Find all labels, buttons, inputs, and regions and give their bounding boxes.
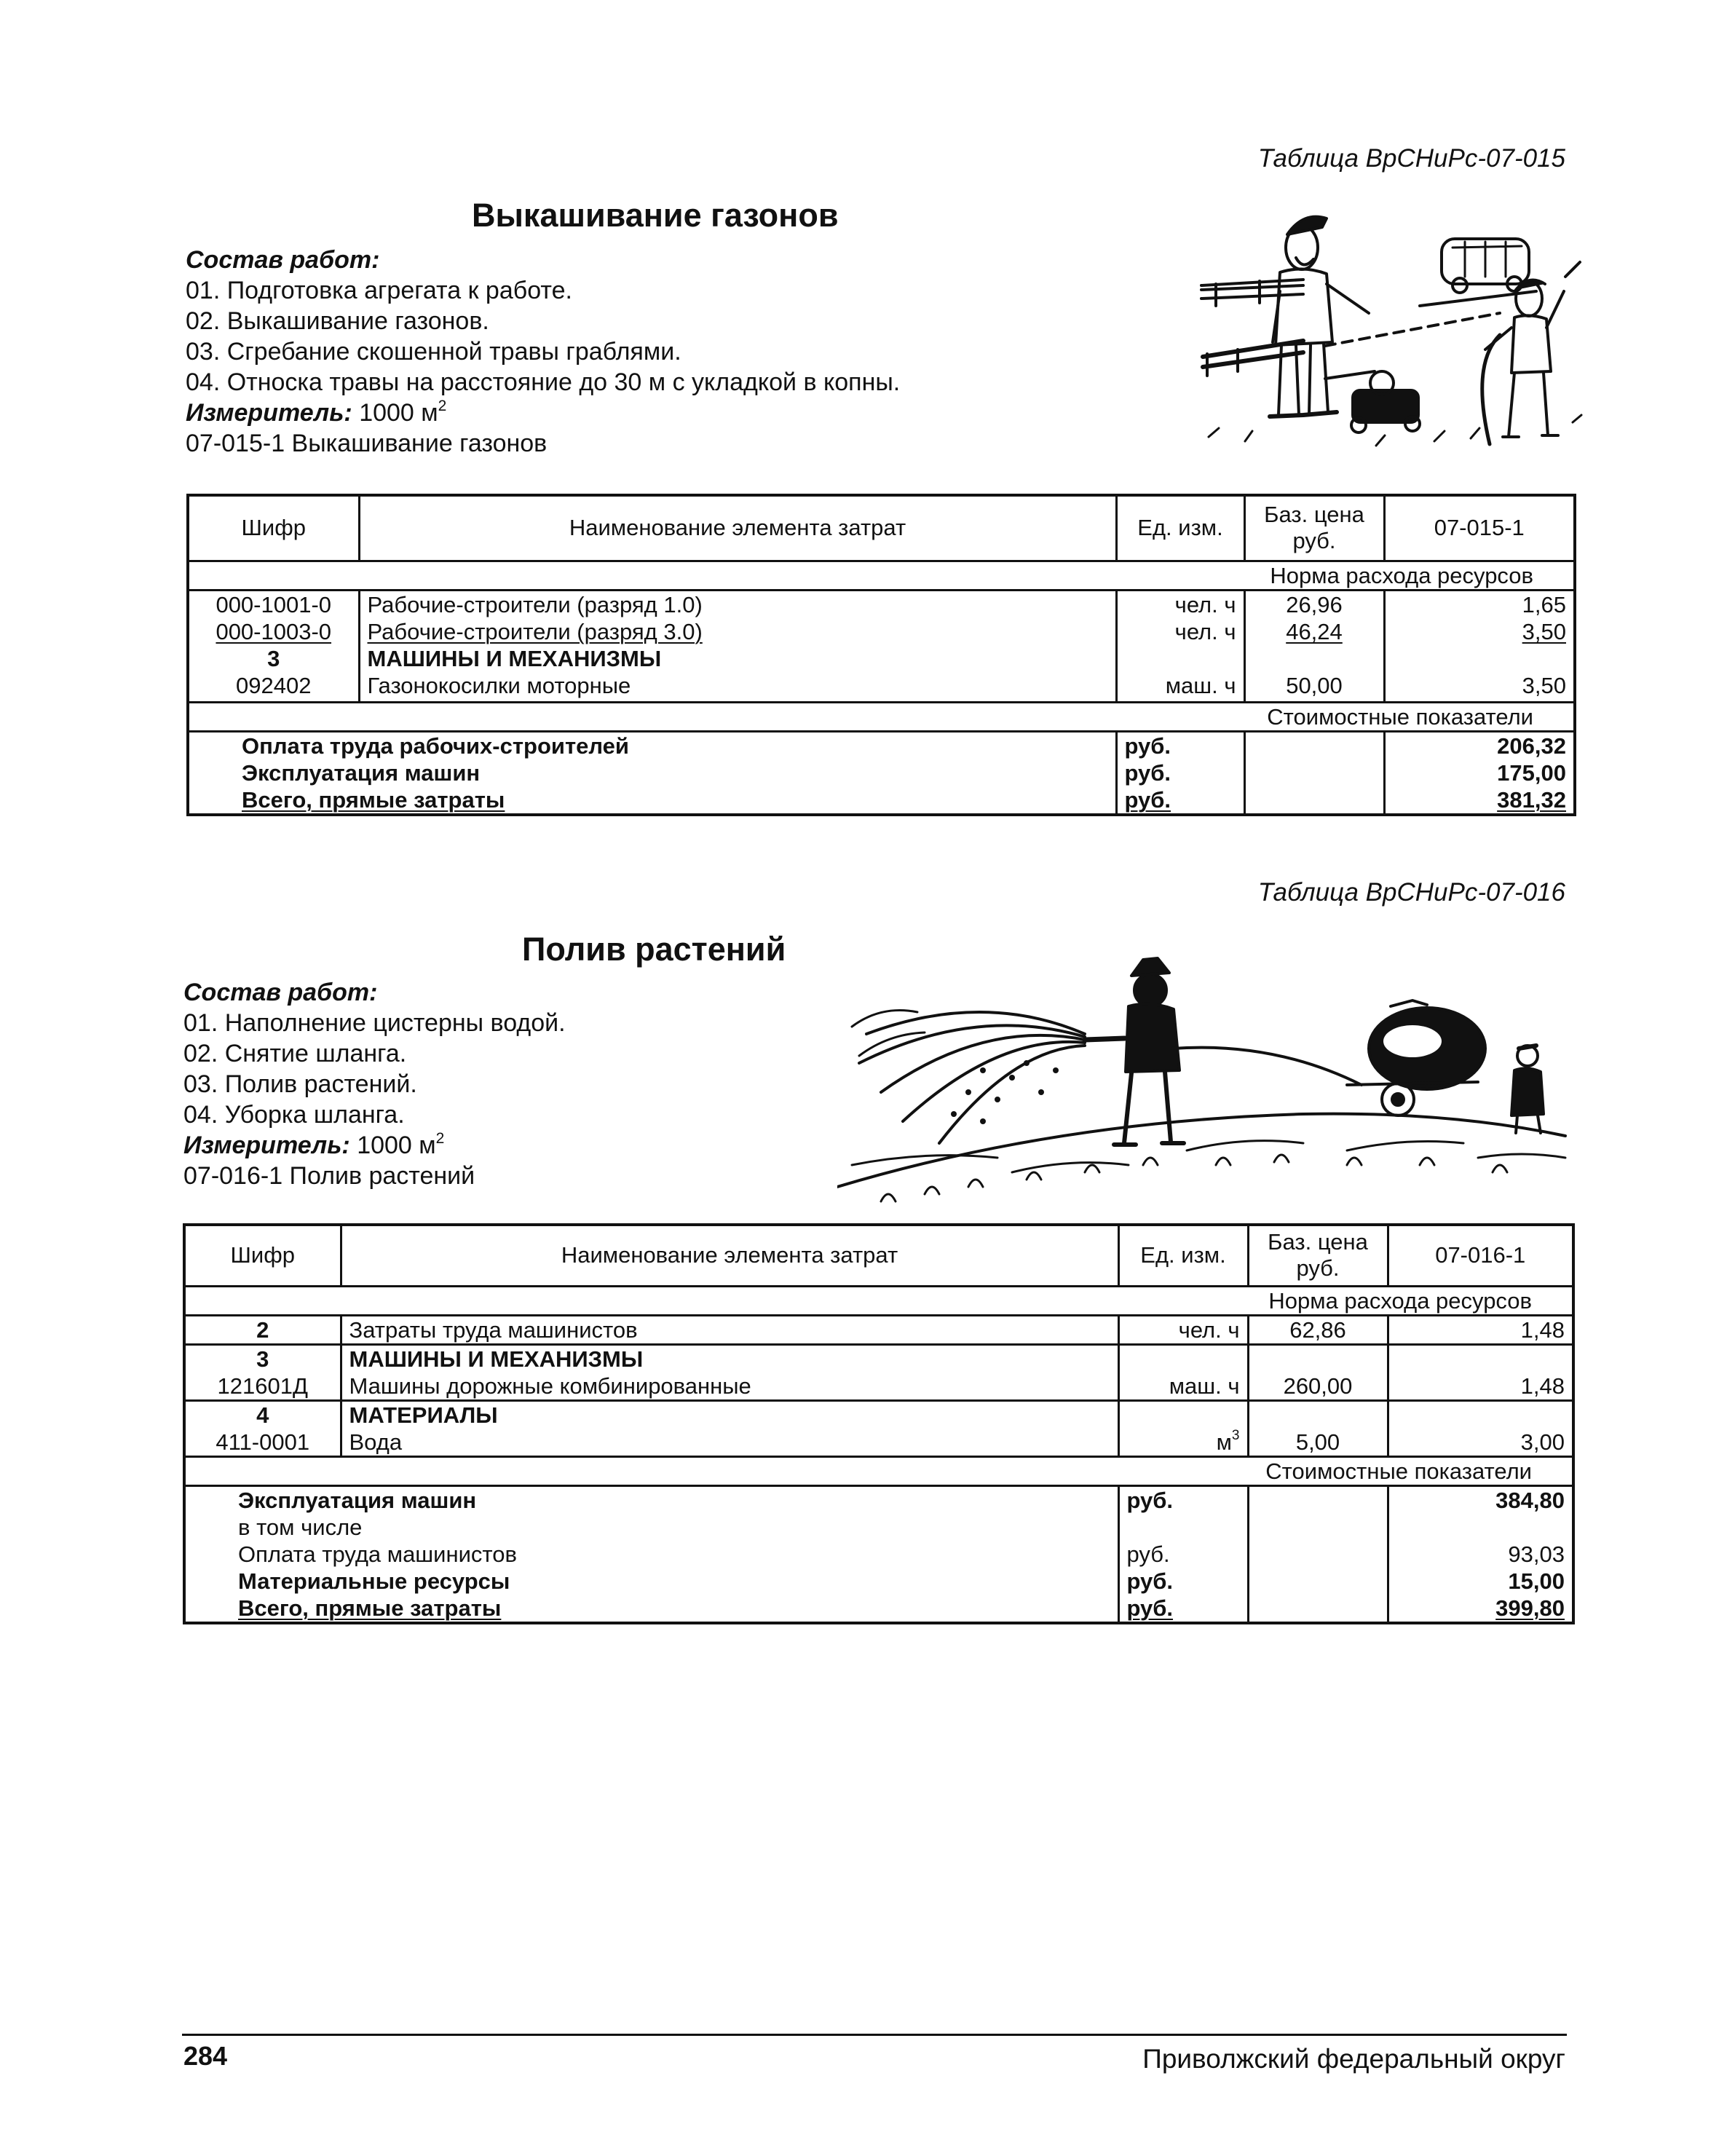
total-value: 381,32 [1384,786,1575,815]
table-caption: Таблица ВрСНиРс-07-015 [1257,144,1565,173]
table-row [184,1315,1573,1344]
norm-header-row [184,1286,1573,1315]
total-row [184,1595,1573,1623]
total-row [184,1541,1573,1568]
total-price-cell [1248,1485,1388,1514]
total-unit: руб. [1118,1541,1248,1568]
norm-header: Норма расхода ресурсов [188,561,1575,590]
total-unit: руб. [1116,759,1244,786]
row-code: 092402 [188,672,359,703]
row-code: 411-0001 [184,1429,341,1457]
row-norm: 1,48 [1388,1315,1573,1344]
work-composition [186,245,900,459]
row-name: Газонокосилки моторные [359,672,1116,703]
total-label: Всего, прямые затраты [238,1595,502,1621]
row-norm [1388,1400,1573,1429]
row-norm: 3,00 [1388,1429,1573,1457]
row-code: 3 [256,1346,269,1372]
total-value [1388,1514,1573,1541]
total-unit: руб. [1116,786,1244,815]
table-header-row [188,495,1575,561]
total-price-cell [1248,1541,1388,1568]
table-row [188,618,1575,645]
norm-header-row [188,561,1575,590]
total-price-cell [1248,1568,1388,1595]
total-row [184,1514,1573,1541]
unit-power: 3 [1231,1428,1240,1443]
cost-header-row [184,1456,1573,1485]
table-caption: Таблица ВрСНиРс-07-016 [1257,878,1565,907]
total-row [188,786,1575,815]
item-title: 07-015-1 Выкашивание газонов [186,430,548,457]
table-row [184,1429,1573,1457]
row-price: 62,86 [1248,1315,1388,1344]
row-price [1248,1400,1388,1429]
cost-header-row [188,703,1575,732]
row-name: МАТЕРИАЛЫ [341,1400,1118,1429]
total-value: 93,03 [1388,1541,1573,1568]
header-name: Наименование элемента затрат [359,495,1116,561]
total-label: Эксплуатация машин [242,760,481,786]
lawn-mowing-illustration [1194,204,1587,451]
row-code: 4 [256,1402,269,1428]
row-price [1248,1344,1388,1373]
row-price: 26,96 [1244,590,1384,618]
unit-text: м [1216,1429,1232,1455]
row-unit [1116,645,1244,672]
total-value: 175,00 [1384,759,1575,786]
row-code: 2 [184,1315,341,1344]
total-unit: руб. [1118,1485,1248,1514]
row-code: 000-1001-0 [216,591,332,617]
row-price: 260,00 [1248,1373,1388,1401]
total-unit: руб. [1118,1568,1248,1595]
row-unit: чел. ч [1118,1315,1248,1344]
work-step: 01. Наполнение цистерны водой. [183,1009,566,1037]
header-unit: Ед. изм. [1116,495,1244,561]
work-step: 04. Уборка шланга. [183,1101,405,1129]
total-unit: руб. [1118,1595,1248,1623]
header-price: Баз. цена руб. [1244,495,1384,561]
row-name: Рабочие-строители (разряд 3.0) [359,618,1116,645]
table-row [184,1400,1573,1429]
row-unit [1118,1429,1248,1457]
running-footer: Приволжский федеральный округ [1142,2044,1565,2074]
table-row [188,645,1575,672]
row-norm: 1,48 [1388,1373,1573,1401]
total-price-cell [1244,759,1384,786]
meter-label: Измеритель: [183,1132,350,1159]
header-code: Шифр [184,1225,341,1286]
header-name: Наименование элемента затрат [341,1225,1118,1286]
row-norm [1384,645,1575,672]
total-label: Оплата труда рабочих-строителей [242,733,629,759]
table-header-row [184,1225,1573,1286]
total-value: 399,80 [1388,1595,1573,1623]
row-name: Затраты труда машинистов [341,1315,1118,1344]
row-code: 3 [267,645,280,671]
header-unit: Ед. изм. [1118,1225,1248,1286]
table-row [184,1344,1573,1373]
norm-header: Норма расхода ресурсов [184,1286,1573,1315]
row-price: 46,24 [1244,618,1384,645]
row-unit: чел. ч [1116,590,1244,618]
meter-line [186,398,900,428]
row-norm: 3,50 [1384,672,1575,703]
row-code: 121601Д [184,1373,341,1401]
row-unit: чел. ч [1116,618,1244,645]
work-step: 02. Выкашивание газонов. [186,307,489,335]
meter-unit-power: 2 [438,398,447,414]
total-label: Всего, прямые затраты [242,787,505,813]
meter-label: Измеритель: [186,399,352,427]
total-label: в том числе [238,1514,363,1540]
row-name: МАШИНЫ И МЕХАНИЗМЫ [359,645,1116,672]
work-step: 04. Относка травы на расстояние до 30 м с укладкой в копны. [186,368,901,396]
total-label: Эксплуатация машин [238,1487,477,1513]
work-step: 03. Полив растений. [183,1070,417,1098]
header-code: Шифр [188,495,359,561]
header-norm-code: 07-015-1 [1384,495,1575,561]
row-code: 000-1003-0 [216,618,332,644]
composition-label: Состав работ: [186,246,380,274]
cost-header: Стоимостные показатели [184,1456,1573,1485]
row-name: МАШИНЫ И МЕХАНИЗМЫ [341,1344,1118,1373]
meter-line [183,1130,566,1161]
footer-rule [182,2034,1567,2036]
total-row [184,1568,1573,1595]
section-title: Полив растений [522,931,786,968]
work-composition [183,977,566,1191]
row-name: Машины дорожные комбинированные [341,1373,1118,1401]
section-title: Выкашивание газонов [472,197,839,234]
table-row [184,1373,1573,1401]
meter-value: 1000 м [359,399,438,427]
total-value: 384,80 [1388,1485,1573,1514]
header-norm-code: 07-016-1 [1388,1225,1573,1286]
row-price: 5,00 [1248,1429,1388,1457]
item-title: 07-016-1 Полив растений [183,1162,475,1190]
table-row [188,590,1575,618]
meter-unit-power: 2 [435,1130,445,1147]
row-unit: маш. ч [1116,672,1244,703]
row-unit [1118,1400,1248,1429]
row-unit [1118,1344,1248,1373]
work-step: 03. Сгребание скошенной травы граблями. [186,338,681,366]
total-price-cell [1248,1595,1388,1623]
total-price-cell [1244,786,1384,815]
total-row [184,1485,1573,1514]
table-row [188,672,1575,703]
header-price: Баз. цена руб. [1248,1225,1388,1286]
total-value: 206,32 [1384,732,1575,760]
total-value: 15,00 [1388,1568,1573,1595]
total-row [188,759,1575,786]
cost-table [183,1223,1575,1624]
row-norm: 1,65 [1384,590,1575,618]
cost-header: Стоимостные показатели [188,703,1575,732]
meter-value: 1000 м [357,1132,436,1159]
composition-label: Состав работ: [183,979,378,1006]
row-price: 50,00 [1244,672,1384,703]
total-label: Материальные ресурсы [238,1568,510,1594]
row-name: Вода [341,1429,1118,1457]
watering-illustration [837,947,1573,1216]
total-unit: руб. [1116,732,1244,760]
total-price-cell [1248,1514,1388,1541]
work-step: 01. Подготовка агрегата к работе. [186,277,572,304]
row-price [1244,645,1384,672]
total-row [188,732,1575,760]
row-norm: 3,50 [1384,618,1575,645]
page-number: 284 [183,2041,228,2071]
row-unit: маш. ч [1118,1373,1248,1401]
row-norm [1388,1344,1573,1373]
total-unit [1118,1514,1248,1541]
work-step: 02. Снятие шланга. [183,1040,407,1067]
row-name: Рабочие-строители (разряд 1.0) [359,590,1116,618]
cost-table [186,494,1576,816]
total-price-cell [1244,732,1384,760]
total-label: Оплата труда машинистов [238,1541,517,1567]
